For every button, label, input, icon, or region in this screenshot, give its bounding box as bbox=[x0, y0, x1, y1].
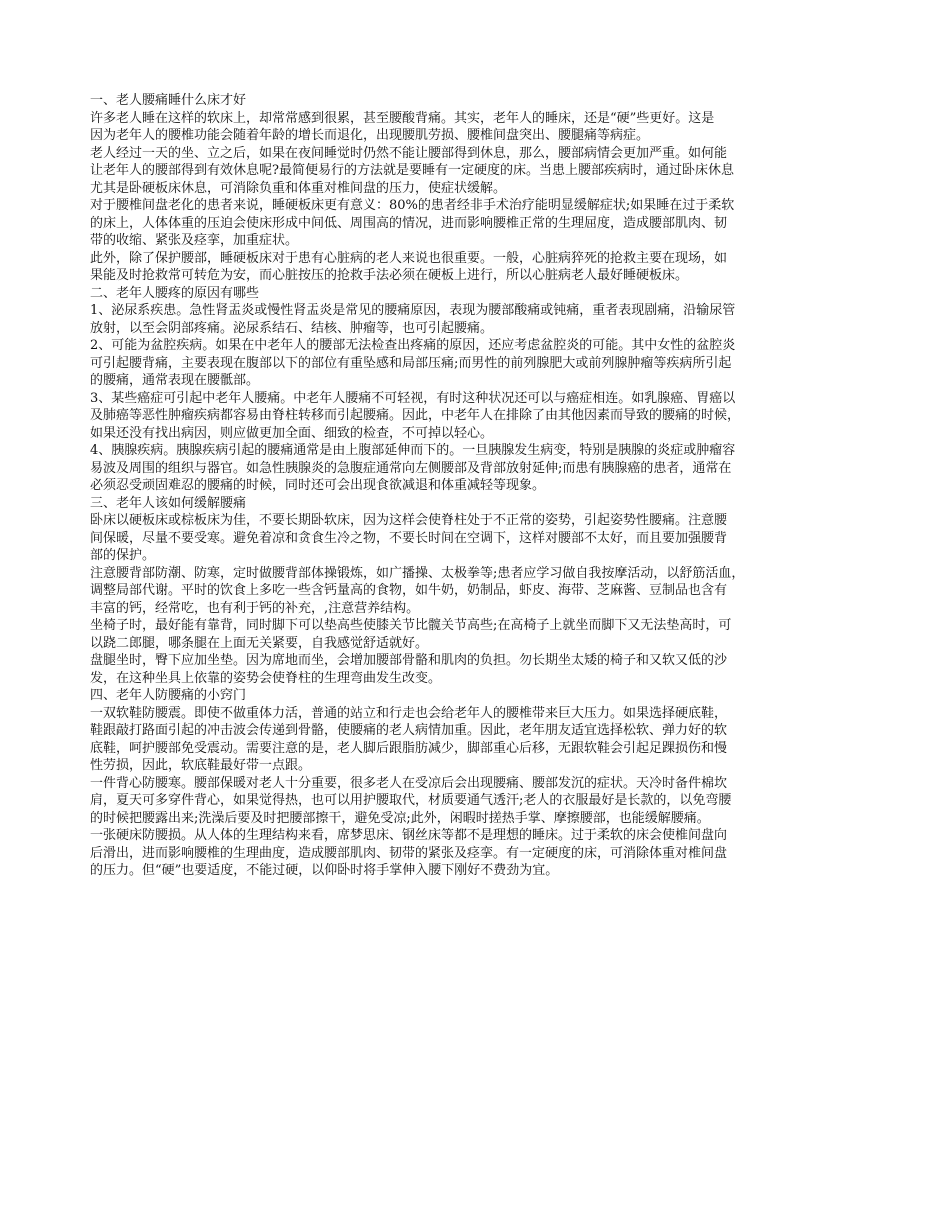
text-line: 四、老年人防腰痛的小窍门 bbox=[90, 688, 247, 703]
text-line: 的压力。但“硬”也要适度，不能过硬，以仰卧时将手掌伸入腰下刚好不费劲为宜。 bbox=[90, 863, 559, 878]
text-line: 及肺癌等恶性肿瘤疾病都容易由脊柱转移而引起腰痛。因此，中老年人在排除了由其他因素而导致的腰痛的时候， bbox=[90, 408, 741, 423]
text-line: 许多老人睡在这样的软床上，却常常感到很累，甚至腰酸背痛。其实，老年人的睡床，还是“硬”些更好。这是 bbox=[90, 110, 715, 126]
text-line: 对于腰椎间盘老化的患者来说，睡硬板床更有意义：80%的患者经非手术治疗能明显缓解症状;如果睡在过于柔软 bbox=[90, 198, 735, 213]
text-line: 易波及周围的组织与器官。如急性胰腺炎的急腹症通常向左侧腰部及背部放射延伸;而患有胰腺癌的患者，通常在 bbox=[90, 460, 732, 476]
text-line: 底鞋，呵护腰部免受震动。需要注意的是，老人脚后跟脂肪减少，脚部重心后移，无跟软鞋会引起足踝损伤和慢 bbox=[90, 740, 728, 756]
text-line: 2、可能为盆腔疾病。如果在中老年人的腰部无法检查出疼痛的原因，还应考虑盆腔炎的可能。其中女性的盆腔炎 bbox=[90, 338, 736, 353]
text-line: 老人经过一天的坐、立之后，如果在夜间睡觉时仍然不能让腰部得到休息，那么，腰部病情会更加严重。如何能 bbox=[90, 145, 728, 161]
text-line: 三、老年人该如何缓解腰痛 bbox=[90, 495, 247, 511]
text-line: 间保暖，尽量不要受寒。避免着凉和贪食生冷之物，不要长时间在空调下，这样对腰部不太好，而且要加强腰背 bbox=[90, 530, 728, 546]
text-line: 一、老人腰痛睡什么床才好 bbox=[90, 93, 247, 108]
text-line: 如果还没有找出病因，则应做更加全面、细致的检查，不可掉以轻心。 bbox=[90, 425, 494, 441]
text-line: 4、胰腺疾病。胰腺疾病引起的腰痛通常是由上腹部延伸而下的。一旦胰腺发生病变，特别是胰腺的炎症或肿瘤容 bbox=[90, 443, 736, 458]
text-line: 调整局部代谢。平时的饮食上多吃一些含钙量高的食物，如牛奶，奶制品，虾皮、海带、芝麻酱、豆制品也含有 bbox=[90, 583, 728, 598]
text-line: 发，在这种坐具上依靠的姿势会使脊柱的生理弯曲发生改变。 bbox=[90, 670, 442, 686]
text-line: 盘腿坐时，臀下应加坐垫。因为席地而坐，会增加腰部骨骼和肌肉的负担。勿长期坐太矮的椅子和又软又低的沙 bbox=[90, 653, 728, 668]
text-line: 后滑出，进而影响腰椎的生理曲度，造成腰部肌肉、韧带的紧张及痉挛。有一定硬度的床，可消除体重对椎间盘 bbox=[90, 845, 728, 861]
text-line: 二、老年人腰疼的原因有哪些 bbox=[90, 285, 260, 301]
document-body bbox=[90, 92, 865, 880]
text-line: 丰富的钙，经常吃，也有利于钙的补充，,注意营养结构。 bbox=[90, 600, 420, 616]
text-line: 一张硬床防腰损。从人体的生理结构来看，席梦思床、钢丝床等都不是理想的睡床。过于柔软的床会使椎间盘向 bbox=[90, 828, 728, 843]
text-line: 肩，夏天可多穿件背心，如果觉得热，也可以用护腰取代，材质要通气透汗;老人的衣服最好是长款的，以免弯腰 bbox=[90, 793, 732, 808]
text-line: 放射，以至会阴部疼痛。泌尿系结石、结核、肿瘤等，也可引起腰痛。 bbox=[90, 320, 494, 336]
text-line: 以跷二郎腿，哪条腿在上面无关紧要，自我感觉舒适就好。 bbox=[90, 635, 429, 651]
text-line: 果能及时抢救常可转危为安，而心脏按压的抢救手法必须在硬板上进行，所以心脏病老人最好睡硬板床。 bbox=[90, 268, 689, 283]
text-line: 带的收缩、紧张及痉挛，加重症状。 bbox=[90, 233, 299, 248]
text-line: 鞋跟敲打路面引起的冲击波会传递到骨骼，使腰痛的老人病情加重。因此，老年朋友适宜选择松软、弹力好的软 bbox=[90, 723, 728, 738]
text-line: 1、泌尿系疾患。急性肾盂炎或慢性肾盂炎是常见的腰痛原因，表现为腰部酸痛或钝痛，重者表现剧痛，沿输尿管 bbox=[90, 303, 736, 318]
text-line: 的腰痛，通常表现在腰骶部。 bbox=[90, 373, 260, 388]
text-line: 尤其是卧硬板床休息，可消除负重和体重对椎间盘的压力，使症状缓解。 bbox=[90, 180, 507, 196]
text-line: 必须忍受顽固难忍的腰痛的时候，同时还可会出现食欲减退和体重减轻等现象。 bbox=[90, 478, 546, 493]
text-line: 一件背心防腰寒。腰部保暖对老人十分重要，很多老人在受凉后会出现腰痛、腰部发沉的症状。天冷时备件棉坎 bbox=[90, 775, 728, 791]
text-line: 注意腰背部防潮、防寒，定时做腰背部体操锻炼，如广播操、太极拳等;患者应学习做自我按摩活动，以舒筋活血， bbox=[90, 565, 745, 581]
text-line: 此外，除了保护腰部，睡硬板床对于患有心脏病的老人来说也很重要。一般，心脏病猝死的抢救主要在现场，如 bbox=[90, 250, 728, 266]
text-line: 坐椅子时，最好能有靠背，同时脚下可以垫高些使膝关节比髋关节高些;在高椅子上就坐而脚下又无法垫高时，可 bbox=[90, 618, 732, 633]
text-line: 的时候把腰露出来;洗澡后要及时把腰部擦干，避免受凉;此外，闲暇时搓热手掌、摩擦腰部，也能缓解腰痛。 bbox=[90, 810, 710, 826]
text-line: 因为老年人的腰椎功能会随着年龄的增长而退化，出现腰肌劳损、腰椎间盘突出、腰腿痛等病症。 bbox=[90, 128, 650, 143]
text-line: 3、某些癌症可引起中老年人腰痛。中老年人腰痛不可轻视，有时这种状况还可以与癌症相连。如乳腺癌、胃癌以 bbox=[90, 390, 736, 406]
text-line: 卧床以硬板床或棕板床为佳，不要长期卧软床，因为这样会使脊柱处于不正常的姿势，引起姿势性腰痛。注意腰 bbox=[90, 513, 728, 528]
text-line: 部的保护。 bbox=[90, 548, 156, 563]
text-line: 的床上，人体体重的压迫会使床形成中间低、周围高的情况，进而影响腰椎正常的生理屈度，造成腰部肌肉、韧 bbox=[90, 215, 728, 231]
text-line: 一双软鞋防腰震。即使不做重体力活，普通的站立和行走也会给老年人的腰椎带来巨大压力。如果选择硬底鞋， bbox=[90, 705, 728, 721]
text-line: 让老年人的腰部得到有效休息呢?最简便易行的方法就是要睡有一定硬度的床。当患上腰部疾病时，通过卧床休息 bbox=[90, 163, 734, 178]
text-line: 可引起腰背痛，主要表现在腹部以下的部位有重坠感和局部压痛;而男性的前列腺肥大或前列腺肿瘤等疾病所引起 bbox=[90, 355, 732, 371]
text-line: 性劳损，因此，软底鞋最好带一点跟。 bbox=[90, 758, 312, 773]
